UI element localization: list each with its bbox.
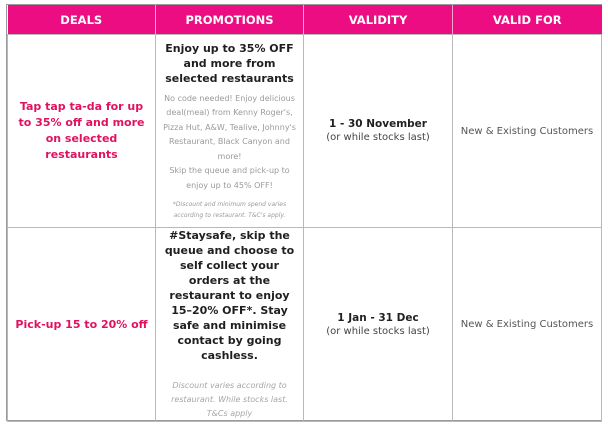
promotion-cell <box>156 35 304 228</box>
header-promotions: PROMOTIONS <box>156 5 304 35</box>
deal-cell <box>8 228 156 422</box>
validity-dates: 1 Jan - 31 Dec <box>337 311 419 324</box>
deals-table <box>7 5 602 422</box>
deal-title: Tap tap ta-da for up to 35% off and more on selected restaurants <box>18 100 145 161</box>
header-row <box>8 5 602 35</box>
validity-note: (or while stocks last) <box>326 132 430 143</box>
promotion-cell <box>156 228 304 422</box>
valid-for-text: New & Existing Customers <box>460 319 594 330</box>
table-row <box>8 35 602 228</box>
validity-dates: 1 - 30 November <box>329 118 427 130</box>
valid-for-cell <box>453 228 602 422</box>
validity-cell <box>304 228 453 422</box>
header-deals: DEALS <box>8 5 156 35</box>
promotion-title: Enjoy up to 35% OFF and more from selected restaurants <box>165 41 294 85</box>
promotion-title: #Staysafe, skip the queue and choose to self collect your orders at the restaurant to enjoy 15–20% OFF*. Stay safe and minimise contact by going cashless. <box>164 229 295 362</box>
header-validity: VALIDITY <box>304 5 453 35</box>
valid-for-cell <box>453 35 602 228</box>
table-row <box>8 228 602 422</box>
promotion-fine-print: Discount varies according to restaurant. While stocks last. T&Cs apply <box>171 381 288 418</box>
promotion-pickup-note: Skip the queue and pick-up to enjoy up to 45% OFF! <box>169 166 290 190</box>
validity-cell <box>304 35 453 228</box>
deals-table-frame <box>6 4 602 421</box>
header-valid-for: VALID FOR <box>453 5 602 35</box>
deal-cell <box>8 35 156 228</box>
promotion-fine-print: *Discount and minimum spend varies according to restaurant. T&C's apply. <box>172 201 287 220</box>
promotion-description: No code needed! Enjoy delicious deal(meal) from Kenny Roger's, Pizza Hut, A&W, Tealive, Johnny's Restaurant, Black Canyon and more! <box>163 93 296 161</box>
deal-title: Pick-up 15 to 20% off <box>15 317 148 331</box>
validity-note: (or while stocks last) <box>326 325 430 337</box>
valid-for-text: New & Existing Customers <box>460 125 594 137</box>
